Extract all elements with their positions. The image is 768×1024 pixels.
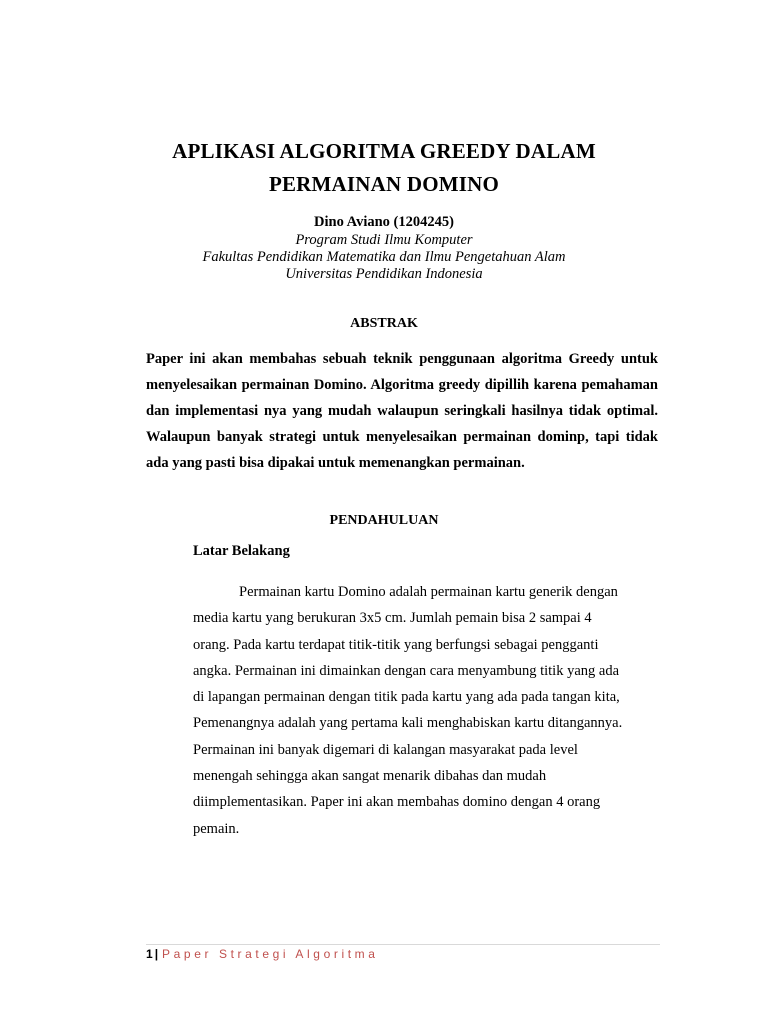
body-line: orang. Pada kartu terdapat titik-titik yang berfungsi sebagai pengganti bbox=[193, 636, 599, 653]
footer-label: Paper Strategi Algoritma bbox=[162, 947, 379, 961]
affiliation-program: Program Studi Ilmu Komputer bbox=[295, 232, 473, 248]
subsection-heading-background: Latar Belakang bbox=[193, 543, 290, 559]
paper-title-line-2: PERMAINAN DOMINO bbox=[268, 172, 500, 196]
abstract-text: Paper ini akan membahas sebuah teknik penggunaan algoritma Greedy untuk menyelesaikan permainan Domino. Algoritma greedy dipillih karena pemahaman dan implementasi nya yang mudah walaupun seringkali hasilnya tidak optimal. Walaupun banyak strategi untuk menyelesaikan permainan dominp, tapi tidak ada yang pasti bisa dipakai untuk memenangkan permainan. bbox=[146, 351, 658, 471]
page-footer bbox=[146, 947, 379, 961]
paper-title-line-1: APLIKASI ALGORITMA GREEDY DALAM bbox=[172, 139, 596, 163]
body-line: Permainan ini banyak digemari di kalangan masyarakat pada level bbox=[193, 741, 578, 758]
body-line: Pemenangnya adalah yang pertama kali menghabiskan kartu ditangannya. bbox=[193, 715, 623, 732]
body-line: Permainan kartu Domino adalah permainan kartu generik dengan bbox=[239, 584, 618, 600]
body-line: pemain. bbox=[193, 820, 240, 837]
affiliation-faculty: Fakultas Pendidikan Matematika dan Ilmu Pengetahuan Alam bbox=[202, 249, 566, 265]
body-line: diimplementasikan. Paper ini akan membahas domino dengan 4 orang bbox=[193, 794, 601, 811]
section-heading-introduction: PENDAHULUAN bbox=[329, 513, 439, 528]
affiliation-university: Universitas Pendidikan Indonesia bbox=[285, 266, 483, 282]
footer-divider bbox=[146, 944, 660, 945]
abstract-heading: ABSTRAK bbox=[350, 316, 418, 331]
body-line: media kartu yang berukuran 3x5 cm. Jumlah pemain bisa 2 sampai 4 bbox=[193, 610, 592, 627]
body-line: di lapangan permainan dengan titik pada kartu yang ada pada tangan kita, bbox=[193, 689, 620, 706]
page-number: 1 bbox=[146, 947, 153, 961]
body-paragraph bbox=[193, 579, 663, 842]
footer-separator: | bbox=[154, 947, 159, 961]
body-line: menengah sehingga akan sangat menarik dibahas dan mudah bbox=[193, 768, 547, 785]
body-line: angka. Permainan ini dimainkan dengan cara menyambung titik yang ada bbox=[193, 662, 620, 679]
author-name: Dino Aviano (1204245) bbox=[314, 214, 454, 230]
